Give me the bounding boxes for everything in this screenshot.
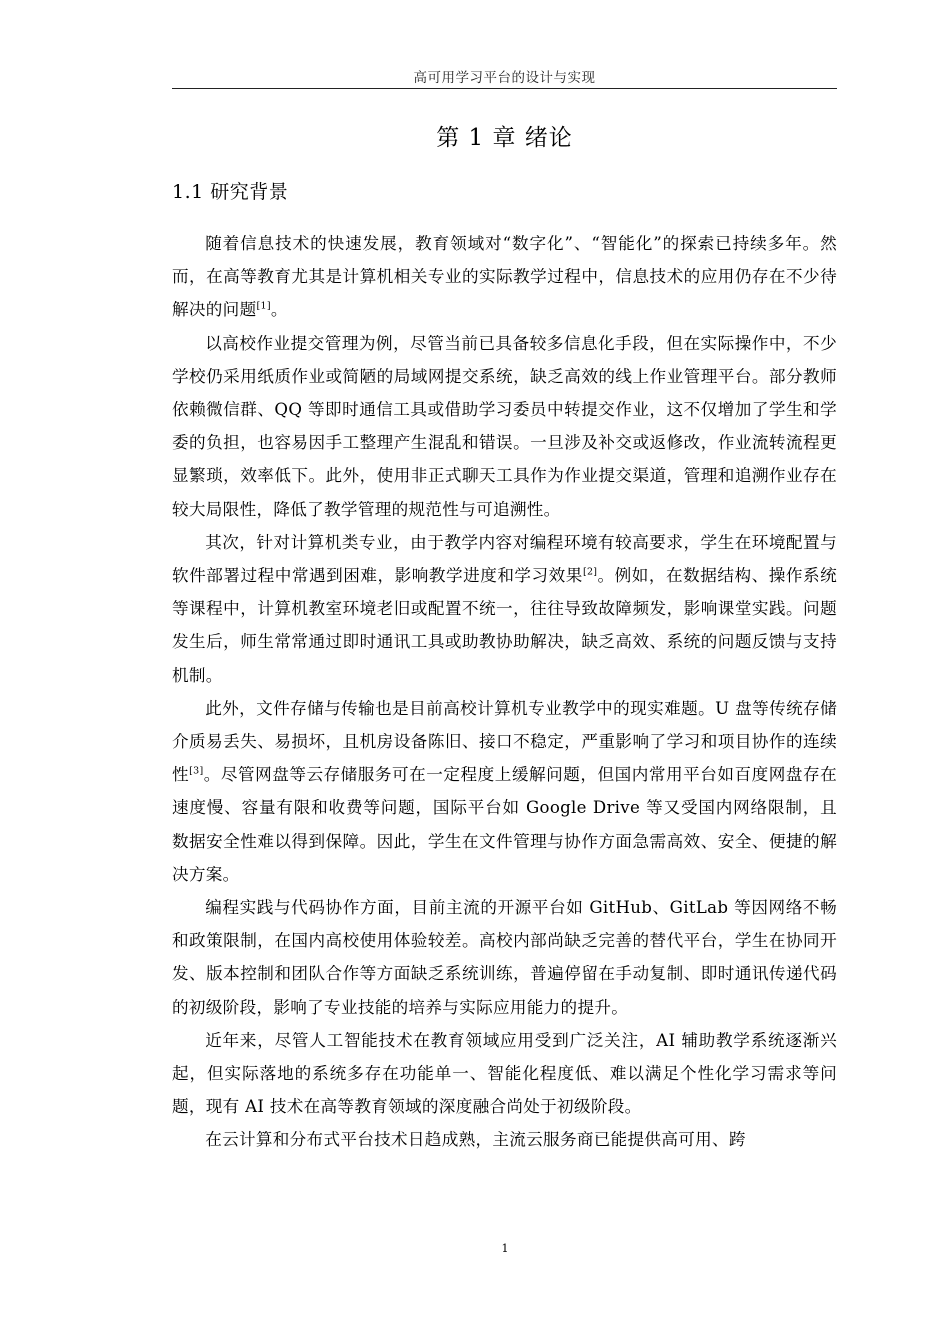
paragraph-text: 近年来，尽管人工智能技术在教育领域应用受到广泛关注，AI 辅助教学系统逐渐兴起，但实际落地的系统多存在功能单一、智能化程度低、难以满足个性化学习需求等问题，现有 AI 技术在高等教育领域的深度融合尚处于初级阶段。: [172, 1030, 837, 1117]
paragraph-text: 。尽管网盘等云存储服务可在一定程度上缓解问题，但国内常用平台如百度网盘存在速度慢、容量有限和收费等问题，国际平台如 Google Drive 等又受国内网络限制，且数据安全性难以得到保障。因此，学生在文件管理与协作方面急需高效、安全、便捷的解决方案。: [172, 765, 837, 884]
paragraph-4: [172, 692, 837, 891]
paragraph-text: 在云计算和分布式平台技术日趋成熟，主流云服务商已能提供高可用、跨: [205, 1130, 746, 1150]
paragraph-1: [172, 227, 837, 327]
chapter-title: 第 1 章 绪论: [436, 125, 573, 151]
paragraph-text: 编程实践与代码协作方面，目前主流的开源平台如 GitHub、GitLab 等因网络不畅和政策限制，在国内高校使用体验较差。高校内部尚缺乏完善的替代平台，学生在协同开发、版本控制和团队合作等方面缺乏系统训练，普遍停留在手动复制、即时通讯传递代码的初级阶段，影响了专业技能的培养与实际应用能力的提升。: [172, 898, 837, 1017]
paragraph-text: 随着信息技术的快速发展，教育领域对“数字化”、“智能化”的探索已持续多年。然而，在高等教育尤其是计算机相关专业的实际教学过程中，信息技术的应用仍存在不少待解决的问题: [172, 234, 837, 320]
paragraph-6: [172, 1024, 837, 1124]
paragraph-7: [172, 1123, 837, 1156]
paragraph-3: [172, 526, 837, 692]
paragraph-text: 。: [270, 300, 288, 320]
page-number: 1: [501, 1242, 509, 1255]
body-text: [172, 227, 837, 1157]
section-title: 1.1 研究背景: [172, 181, 289, 203]
citation-3: [3]: [189, 765, 204, 777]
paragraph-2: [172, 327, 837, 526]
citation-1: [1]: [256, 300, 271, 312]
header-rule: [172, 88, 837, 89]
running-header: 高可用学习平台的设计与实现: [413, 70, 596, 86]
paragraph-5: [172, 891, 837, 1024]
citation-2: [2]: [582, 566, 598, 578]
paragraph-text: 。例如，在数据结构、操作系统等课程中，计算机教室环境老旧或配置不统一，往往导致故障频发，影响课堂实践。问题发生后，师生常常通过即时通讯工具或助教协助解决，缺乏高效、系统的问题反馈与支持机制。: [172, 566, 838, 685]
paragraph-text: 以高校作业提交管理为例，尽管当前已具备较多信息化手段，但在实际操作中，不少学校仍采用纸质作业或简陋的局域网提交系统，缺乏高效的线上作业管理平台。部分教师依赖微信群、QQ 等即时通信工具或借助学习委员中转提交作业，这不仅增加了学生和学委的负担，也容易因手工整理产生混乱和错误。一旦涉及补交或返修改，作业流转流程更显繁琐，效率低下。此外，使用非正式聊天工具作为作业提交渠道，管理和追溯作业存在较大局限性，降低了教学管理的规范性与可追溯性。: [172, 333, 837, 519]
paragraph-text: 此外，文件存储与传输也是目前高校计算机专业教学中的现实难题。U 盘等传统存储介质易丢失、易损坏，且机房设备陈旧、接口不稳定，严重影响了学习和项目协作的连续性: [172, 698, 837, 785]
paragraph-text: 其次，针对计算机类专业，由于教学内容对编程环境有较高要求，学生在环境配置与软件部署过程中常遇到困难，影响教学进度和学习效果: [172, 532, 837, 586]
